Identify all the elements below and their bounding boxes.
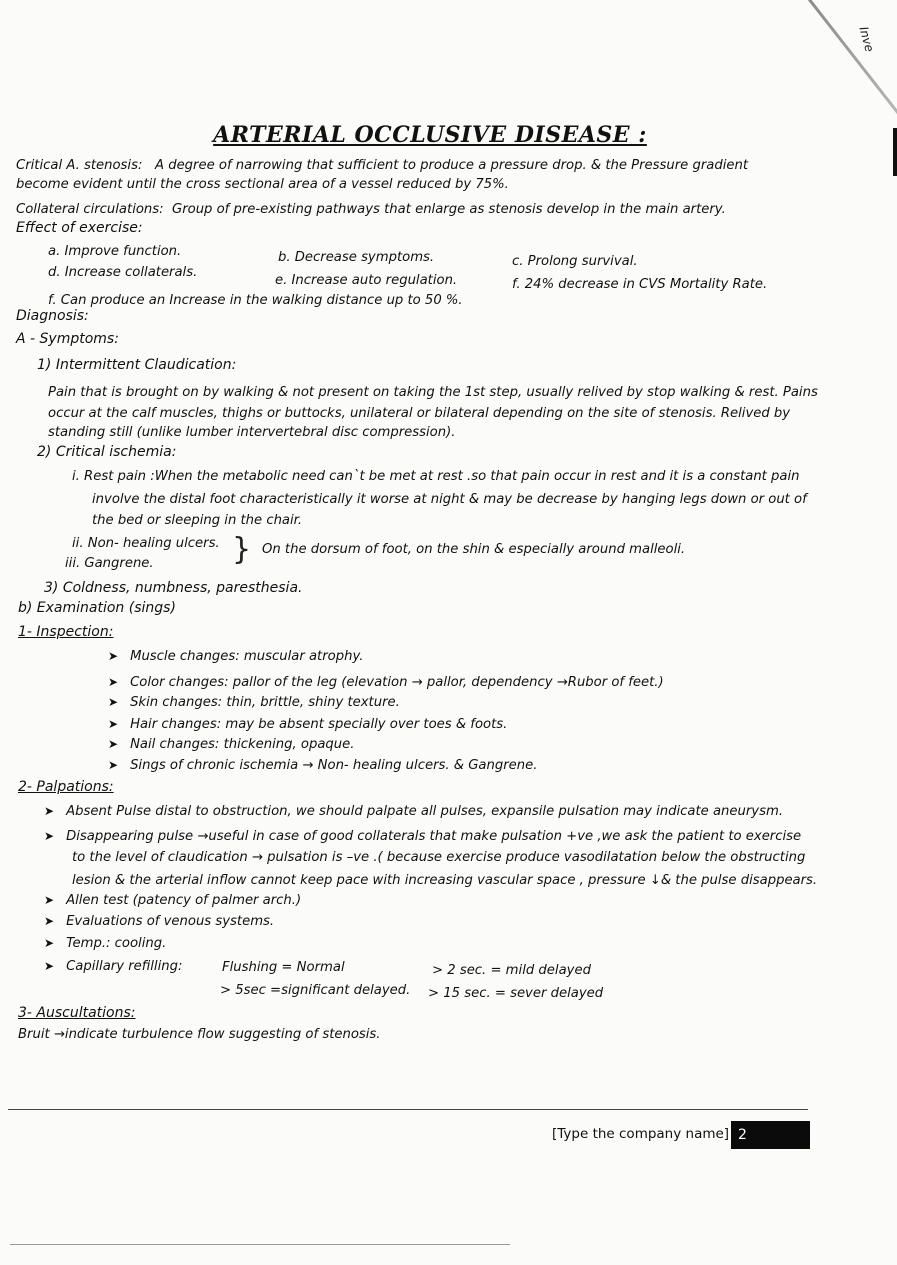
absent-pulse: ➤ Absent Pulse distal to obstruction, we should palpate all pulses, expansile pulsation may indicate aneurysm. [44,804,784,819]
inspection-item: ➤ Sings of chronic ischemia → Non- healing ulcers. & Gangrene. [108,758,538,773]
arrow-bullet-icon: ➤ [44,804,55,818]
capillary-mild: > 2 sec. = mild delayed [432,963,591,978]
exercise-f2: f. Can produce an Increase in the walking distance up to 50 %. [48,293,463,308]
corner-text: Inve [856,25,877,54]
auscultation-heading: 3- Auscultations: [18,1005,136,1021]
exercise-e: e. Increase auto regulation. [275,273,458,288]
capillary-severe: > 15 sec. = sever delayed [428,986,604,1001]
exercise-f: f. 24% decrease in CVS Mortality Rate. [512,277,768,292]
exercise-heading: Effect of exercise: [16,220,143,236]
arrow-bullet-icon: ➤ [44,829,55,843]
claudication-line2: occur at the calf muscles, thighs or buttocks, unilateral or bilateral depending on the site of stenosis. Relived by [48,406,791,421]
disappearing-pulse-line2: to the level of claudication → pulsation is –ve .( because exercise produce vasodilatation below the obstructing [72,850,806,865]
diagnosis-heading: Diagnosis: [16,308,89,324]
critical-stenosis-line1 [16,158,748,174]
arrow-bullet-icon: ➤ [108,717,119,731]
gangrene: iii. Gangrene. [65,556,154,571]
examination-heading: b) Examination (sings) [18,600,176,616]
scan-edge-mark [893,128,897,176]
arrow-bullet-icon: ➤ [108,675,119,689]
scan-shadow [800,0,897,116]
page-number: 2 [731,1121,810,1149]
venous-evaluation: ➤ Evaluations of venous systems. [44,914,275,929]
exercise-b: b. Decrease symptoms. [278,250,435,265]
inspection-item: ➤ Muscle changes: muscular atrophy. [108,649,364,664]
page-title: ARTERIAL OCCLUSIVE DISEASE : [213,122,647,148]
ulcer-location: On the dorsum of foot, on the shin & especially around malleoli. [262,542,686,557]
collateral-label: Collateral circulations: [16,202,164,217]
critical-stenosis-text2: become evident until the cross sectional area of a vessel reduced by 75%. [16,177,509,192]
rest-pain-label: i. Rest pain [72,469,147,484]
inspection-item: ➤ Nail changes: thickening, opaque. [108,737,355,752]
claudication-line3: standing still (unlike lumber intervertebral disc compression). [48,425,456,440]
capillary-refilling: ➤ Capillary refilling: [44,959,183,974]
exercise-c: c. Prolong survival. [512,254,638,269]
symptoms-heading: A - Symptoms: [16,331,119,347]
claudication-line1: Pain that is brought on by walking & not present on taking the 1st step, usually relived by stop walking & rest. Pains [48,385,818,400]
arrow-bullet-icon: ➤ [44,893,55,907]
exercise-a: a. Improve function. [48,244,182,259]
exercise-d: d. Increase collaterals. [48,265,198,280]
rest-pain-text1: :When the metabolic need can`t be met at rest .so that pain occur in rest and it is a constant pain [150,469,800,484]
rest-pain-line1 [72,469,800,485]
arrow-bullet-icon: ➤ [108,737,119,751]
brace-icon: } [232,532,252,567]
ischemia-heading: 2) Critical ischemia: [37,444,177,460]
arrow-bullet-icon: ➤ [108,758,119,772]
capillary-normal: Flushing = Normal [222,960,345,975]
collateral-line [16,202,726,218]
critical-stenosis-label: Critical A. stenosis: [16,158,143,173]
temperature: ➤ Temp.: cooling. [44,936,167,951]
critical-stenosis-text1: A degree of narrowing that sufficient to produce a pressure drop. & the Pressure gradient [154,158,749,173]
collateral-text: Group of pre-existing pathways that enlarge as stenosis develop in the main artery. [171,202,726,217]
claudication-heading: 1) Intermittent Claudication: [37,357,237,373]
inspection-item: ➤ Skin changes: thin, brittle, shiny texture. [108,695,400,710]
allen-test: ➤ Allen test (patency of palmer arch.) [44,893,302,908]
arrow-bullet-icon: ➤ [44,914,55,928]
palpation-heading: 2- Palpations: [18,779,114,795]
inspection-heading: 1- Inspection: [18,624,114,640]
coldness: 3) Coldness, numbness, paresthesia. [44,580,303,596]
capillary-significant: > 5sec =significant delayed. [220,983,411,998]
non-healing-ulcers: ii. Non- healing ulcers. [72,536,220,551]
disappearing-pulse-line1: ➤ Disappearing pulse →useful in case of good collaterals that make pulsation +ve ,we ask the patient to exercise [44,829,802,844]
bottom-edge-line [10,1244,510,1245]
footer-divider [8,1109,808,1110]
rest-pain-line3: the bed or sleeping in the chair. [92,513,303,528]
inspection-item: ➤ Color changes: pallor of the leg (elevation → pallor, dependency →Rubor of feet.) [108,675,664,690]
rest-pain-line2: involve the distal foot characteristically it worse at night & may be decrease by hanging legs down or out of [92,492,807,507]
inspection-item: ➤ Hair changes: may be absent specially over toes & foots. [108,717,508,732]
arrow-bullet-icon: ➤ [108,695,119,709]
arrow-bullet-icon: ➤ [44,936,55,950]
footer-company: [Type the company name] [552,1126,730,1142]
auscultation-text: Bruit →indicate turbulence flow suggesting of stenosis. [18,1027,381,1042]
disappearing-pulse-line3: lesion & the arterial inflow cannot keep pace with increasing vascular space , pressure ↓& the pulse disappears. [72,873,818,888]
arrow-bullet-icon: ➤ [44,959,55,973]
arrow-bullet-icon: ➤ [108,649,119,663]
